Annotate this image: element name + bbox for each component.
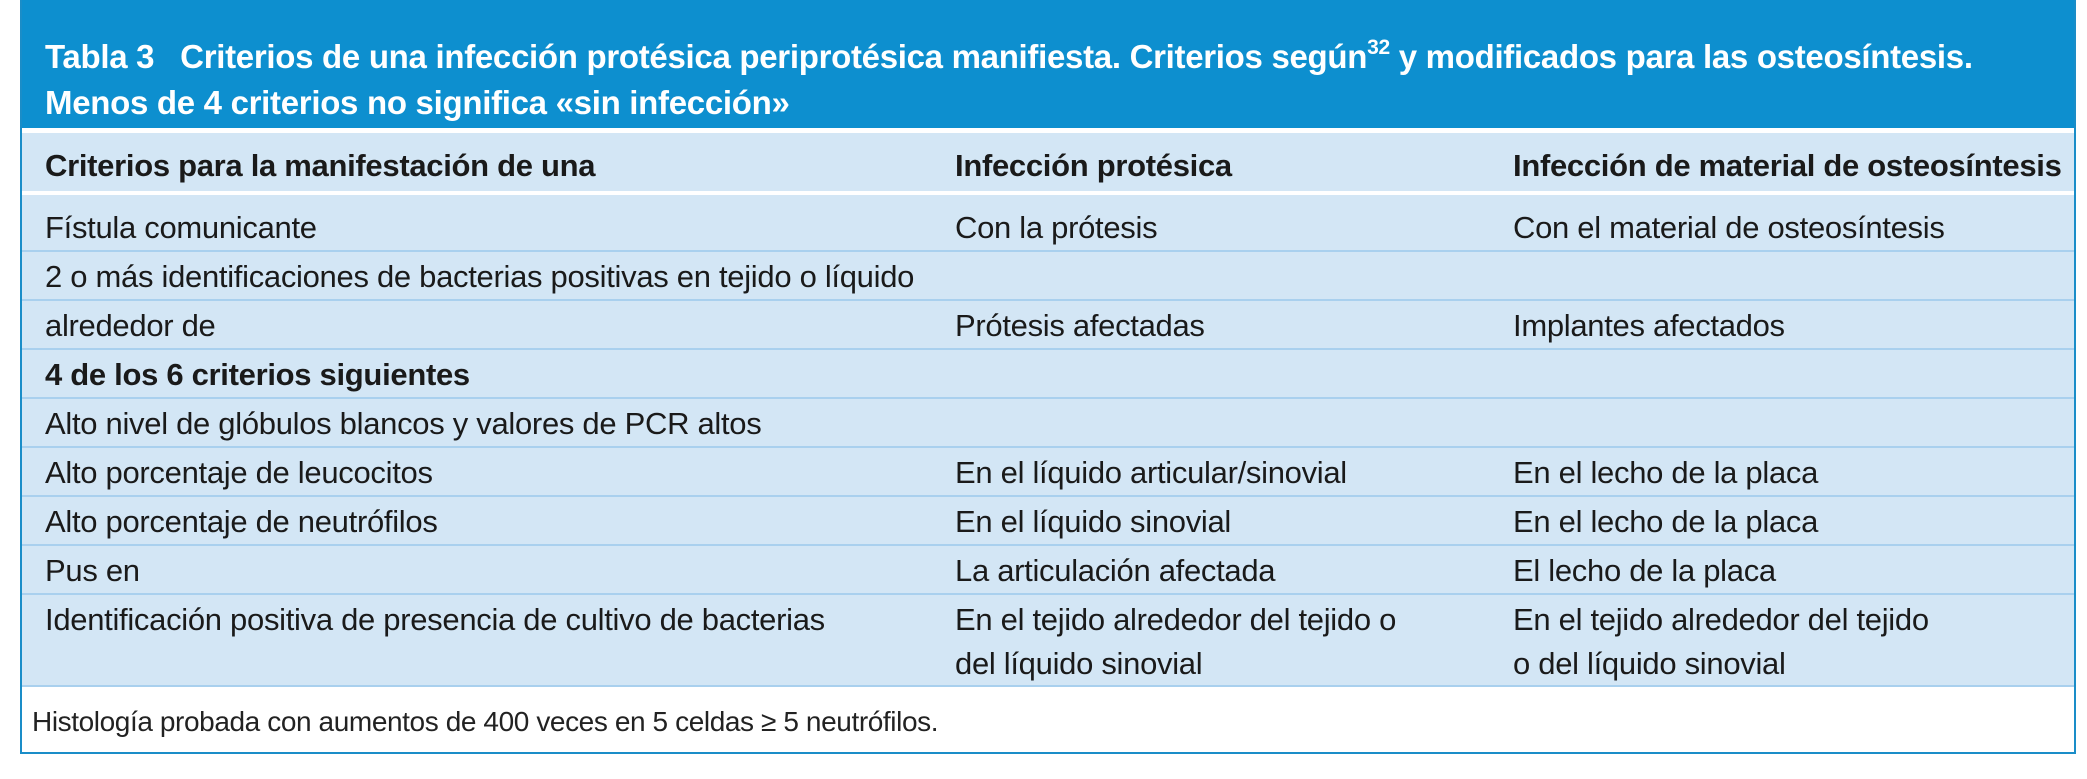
- table-cell: Pus en: [45, 553, 140, 588]
- table-cell: En el tejido alrededor del tejido o del líquido sinovial: [955, 602, 1397, 681]
- table-cell: [932, 252, 1490, 299]
- title-line-2: Menos de 4 criterios no significa «sin infección»: [45, 84, 790, 121]
- table-container: [20, 0, 2076, 754]
- table-cell: En el lecho de la placa: [1513, 455, 1819, 490]
- table-cell: Identificación positiva de presencia de cultivo de bacterias: [45, 602, 825, 637]
- table-cell: [1490, 399, 2074, 446]
- table-cell: Con el material de osteosíntesis: [1513, 210, 1945, 245]
- table-cell: La articulación afectada: [955, 553, 1276, 588]
- header-row: [22, 133, 2074, 195]
- title-text: Criterios de una infección protésica periprotésica manifiesta. Criterios según: [180, 38, 1368, 75]
- table-cell: alrededor de: [45, 308, 216, 343]
- table-cell: [932, 399, 1490, 446]
- title-line-1: [45, 34, 2074, 80]
- table-cell: Alto nivel de glóbulos blancos y valores de PCR altos: [45, 406, 762, 441]
- table-cell: 4 de los 6 criterios siguientes: [45, 357, 470, 392]
- table-cell: En el líquido articular/sinovial: [955, 455, 1347, 490]
- table-cell: Alto porcentaje de leucocitos: [45, 455, 433, 490]
- table-cell: Implantes afectados: [1513, 308, 1785, 343]
- table-cell: Alto porcentaje de neutrófilos: [45, 504, 438, 539]
- table-body: [22, 133, 2074, 687]
- header-criteria: Criterios para la manifestación de una: [45, 148, 596, 183]
- table-cell: En el lecho de la placa: [1513, 504, 1819, 539]
- header-osteosynthesis-infection: Infección de material de osteosíntesis: [1513, 148, 2062, 183]
- table-cell: El lecho de la placa: [1513, 553, 1776, 588]
- table-label: Tabla 3: [45, 38, 155, 75]
- table-cell: [1490, 350, 2074, 397]
- table-row: [22, 497, 2074, 546]
- table-row-section-heading: [22, 350, 2074, 399]
- title-text-continued: y modificados para las osteosíntesis.: [1389, 38, 1973, 75]
- header-spacer: [22, 195, 2074, 203]
- table-cell: En el tejido alrededor del tejido o del líquido sinovial: [1513, 602, 1929, 681]
- header-prosthetic-infection: Infección protésica: [955, 148, 1232, 183]
- table-cell: En el líquido sinovial: [955, 504, 1232, 539]
- table-cell: 2 o más identificaciones de bacterias positivas en tejido o líquido: [45, 259, 915, 294]
- table-cell: Prótesis afectadas: [955, 308, 1205, 343]
- table-cell: Con la prótesis: [955, 210, 1158, 245]
- table-cell: Fístula comunicante: [45, 210, 317, 245]
- table-row: [22, 448, 2074, 497]
- table-row: [22, 595, 2074, 687]
- table-row: [22, 203, 2074, 252]
- table-row: [22, 301, 2074, 350]
- table-cell: [1490, 252, 2074, 299]
- title-reference: 32: [1367, 36, 1390, 59]
- table-footnote: Histología probada con aumentos de 400 veces en 5 celdas ≥ 5 neutrófilos.: [22, 687, 2074, 750]
- table-row: [22, 546, 2074, 595]
- table-row: [22, 399, 2074, 448]
- table-row: [22, 252, 2074, 301]
- table-cell: [932, 350, 1490, 397]
- table-title: [22, 0, 2074, 128]
